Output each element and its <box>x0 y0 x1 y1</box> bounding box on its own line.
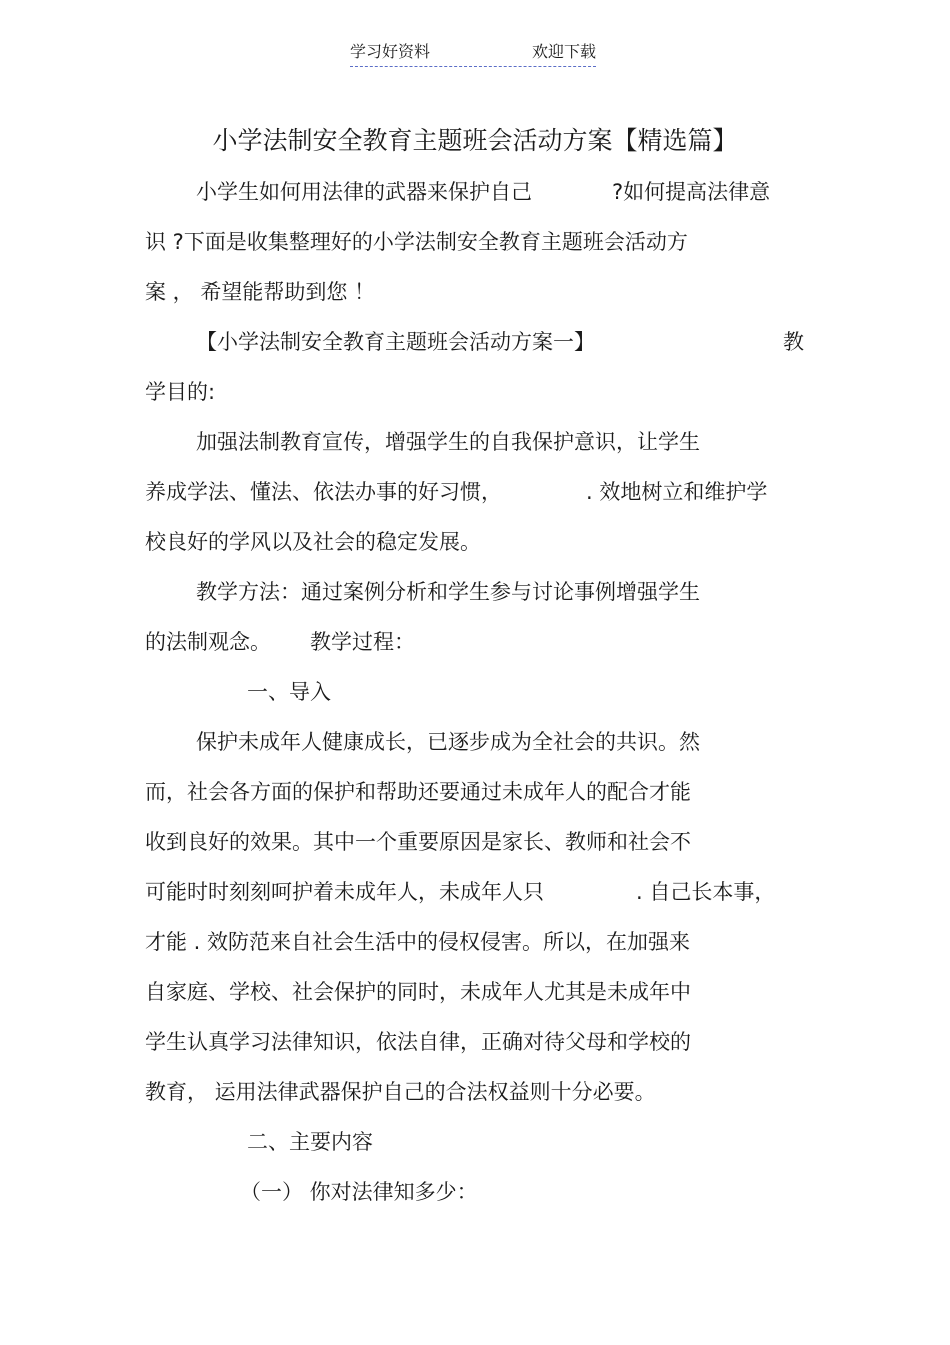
body-line-10-tail: 教学过程： <box>310 630 415 654</box>
body-line-1: 小学生如何用法律的武器来保护自己 <box>196 180 532 204</box>
header-left-text: 学习好资料 <box>350 42 431 61</box>
body-line-12: 保护未成年人健康成长，已逐步成为全社会的共识。然 <box>196 730 700 754</box>
body-line-1-tail: ?如何提高法律意 <box>612 180 771 204</box>
body-line-3: 案 ， 希望能帮助到您 ！ <box>145 280 376 304</box>
subheading-law-knowledge: （一） 你对法律知多少： <box>240 1180 478 1204</box>
body-line-15-tail: . 自己长本事， <box>636 880 776 904</box>
body-line-9: 教学方法：通过案例分析和学生参与讨论事例增强学生 <box>196 580 700 604</box>
body-line-6: 加强法制教育宣传，增强学生的自我保护意识，让学生 <box>196 430 700 454</box>
section-heading-plan-one: 【小学法制安全教育主题班会活动方案一】 <box>196 330 595 354</box>
header-right-text: 欢迎下载 <box>531 42 596 61</box>
body-line-15: 可能时时刻刻呵护着未成年人，未成年人只 <box>145 880 544 904</box>
section-heading-tail: 教 <box>783 330 804 354</box>
body-line-7-tail: . 效地树立和维护学 <box>586 480 768 504</box>
subheading-main-content: 二、主要内容 <box>247 1130 373 1154</box>
body-line-19: 教育， 运用法律武器保护自己的合法权益则十分必要。 <box>145 1080 656 1104</box>
body-line-14: 收到良好的效果。其中一个重要原因是家长、教师和社会不 <box>145 830 691 854</box>
body-line-7: 养成学法、懂法、依法办事的好习惯， <box>145 480 502 504</box>
body-line-10: 的法制观念。 <box>145 630 271 654</box>
body-line-5: 学目的: <box>145 380 216 404</box>
body-line-13: 而，社会各方面的保护和帮助还要通过未成年人的配合才能 <box>145 780 691 804</box>
page-header <box>350 40 596 67</box>
document-title: 小学法制安全教育主题班会活动方案【精选篇】 <box>212 126 738 155</box>
body-line-18: 学生认真学习法律知识，依法自律，正确对待父母和学校的 <box>145 1030 691 1054</box>
body-line-17: 自家庭、学校、社会保护的同时，未成年人尤其是未成年中 <box>145 980 691 1004</box>
body-line-8: 校良好的学风以及社会的稳定发展。 <box>145 530 481 554</box>
subheading-intro: 一、导入 <box>247 680 331 704</box>
body-line-16: 才能 . 效防范来自社会生活中的侵权侵害。所以，在加强来 <box>145 930 691 954</box>
body-line-2: 识 ?下面是收集整理好的小学法制安全教育主题班会活动方 <box>145 230 688 254</box>
